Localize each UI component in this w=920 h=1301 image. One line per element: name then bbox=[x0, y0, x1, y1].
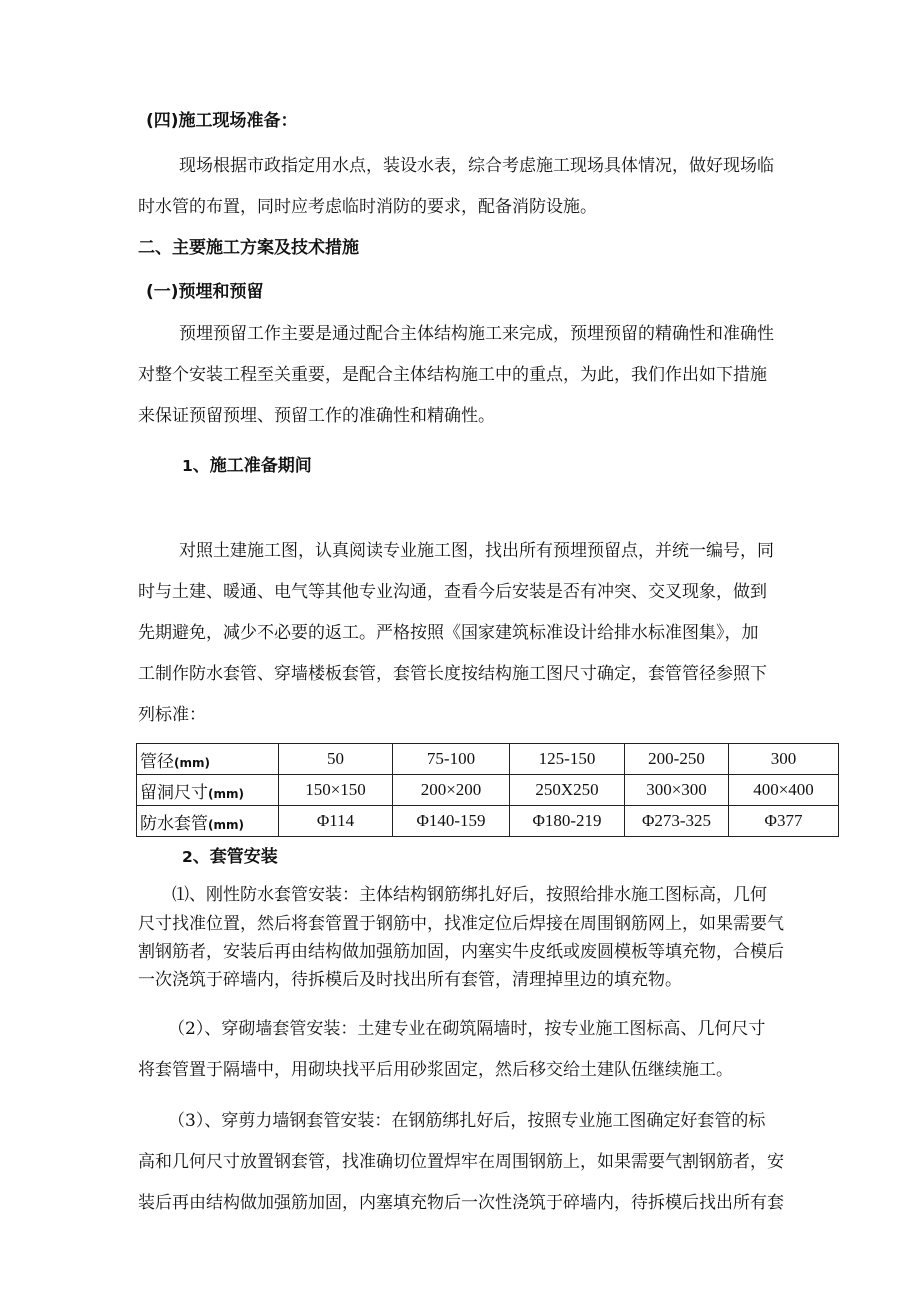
row-header: 管径(mm) bbox=[137, 744, 279, 775]
heading-prep-period bbox=[182, 455, 312, 477]
paragraph-line: 一次浇筑于碎墙内，待拆模后及时找出所有套管，清理掉里边的填充物。 bbox=[138, 970, 682, 990]
table-cell: 300 bbox=[729, 744, 839, 775]
heading-embed: (一)预埋和预留 bbox=[146, 282, 264, 302]
paragraph-line: 时与土建、暖通、电气等其他专业沟通，查看今后安装是否有冲突、交叉现象，做到 bbox=[138, 582, 767, 602]
paragraph-line: 高和几何尺寸放置钢套管，找准确切位置焊牢在周围钢筋上，如果需要气割钢筋者，安 bbox=[138, 1152, 784, 1172]
heading-sleeve-install bbox=[182, 846, 278, 868]
heading-number: 1 bbox=[182, 457, 193, 475]
paragraph-line: 时水管的布置，同时应考虑临时消防的要求，配备消防设施。 bbox=[138, 197, 597, 217]
paragraph-line: 装后再由结构做加强筋加固，内塞填充物后一次性浇筑于碎墙内，待拆模后找出所有套 bbox=[138, 1193, 784, 1213]
paragraph-line: 对整个安装工程至关重要，是配合主体结构施工中的重点，为此，我们作出如下措施 bbox=[138, 365, 767, 385]
heading-number: 2 bbox=[182, 848, 193, 866]
table-row-hole-size bbox=[137, 775, 839, 806]
row-header: 留洞尺寸(mm) bbox=[137, 775, 279, 806]
table-cell: 300×300 bbox=[625, 775, 729, 806]
sleeve-spec-table bbox=[136, 743, 839, 837]
heading-chapter-two: 二、主要施工方案及技术措施 bbox=[138, 238, 359, 258]
table-cell: 150×150 bbox=[279, 775, 393, 806]
row-header: 防水套管(mm) bbox=[137, 806, 279, 837]
heading-text: 、施工准备期间 bbox=[192, 456, 312, 476]
paragraph-line: 割钢筋者，安装后再由结构做加强筋加固，内塞实牛皮纸或废圆模板等填充物，合模后 bbox=[138, 942, 784, 962]
paragraph-line: 预埋预留工作主要是通过配合主体结构施工来完成，预埋预留的精确性和准确性 bbox=[179, 324, 774, 344]
table-cell: Φ114 bbox=[279, 806, 393, 837]
table-cell: 125-150 bbox=[510, 744, 625, 775]
heading-site-prep: (四)施工现场准备： bbox=[146, 111, 298, 131]
paragraph-line: ⑴、刚性防水套管安装：主体结构钢筋绑扎好后，按照给排水施工图标高，几何 bbox=[172, 885, 767, 905]
heading-text: 、套管安装 bbox=[192, 847, 278, 867]
paragraph-line: 对照土建施工图，认真阅读专业施工图，找出所有预埋预留点，并统一编号，同 bbox=[179, 541, 774, 561]
paragraph-line: 现场根据市政指定用水点，装设水表，综合考虑施工现场具体情况，做好现场临 bbox=[179, 156, 774, 176]
paragraph-line: 来保证预留预埋、预留工作的准确性和精确性。 bbox=[138, 406, 495, 426]
table-cell: 50 bbox=[279, 744, 393, 775]
table-cell: 250X250 bbox=[510, 775, 625, 806]
paragraph-line: 列标准： bbox=[138, 705, 206, 725]
paragraph-line: （2）、穿砌墙套管安装：土建专业在砌筑隔墙时，按专业施工图标高、几何尺寸 bbox=[168, 1019, 766, 1039]
table-cell: 400×400 bbox=[729, 775, 839, 806]
table-cell: Φ180-219 bbox=[510, 806, 625, 837]
table-cell: Φ273-325 bbox=[625, 806, 729, 837]
table-row-diameter bbox=[137, 744, 839, 775]
table-cell: Φ377 bbox=[729, 806, 839, 837]
paragraph-line: 尺寸找准位置，然后将套管置于钢筋中，找准定位后焊接在周围钢筋网上，如果需要气 bbox=[138, 914, 784, 934]
table-cell: 75-100 bbox=[393, 744, 510, 775]
paragraph-line: 将套管置于隔墙中，用砌块找平后用砂浆固定，然后移交给土建队伍继续施工。 bbox=[138, 1060, 733, 1080]
table-row-waterproof-sleeve bbox=[137, 806, 839, 837]
paragraph-line: 先期避免，减少不必要的返工。严格按照《国家建筑标准设计给排水标准图集》，加 bbox=[138, 623, 759, 643]
table-cell: 200×200 bbox=[393, 775, 510, 806]
paragraph-line: 工制作防水套管、穿墙楼板套管，套管长度按结构施工图尺寸确定，套管管径参照下 bbox=[138, 664, 767, 684]
table-cell: 200-250 bbox=[625, 744, 729, 775]
paragraph-line: （3）、穿剪力墙钢套管安装：在钢筋绑扎好后，按照专业施工图确定好套管的标 bbox=[168, 1111, 766, 1131]
table-cell: Φ140-159 bbox=[393, 806, 510, 837]
